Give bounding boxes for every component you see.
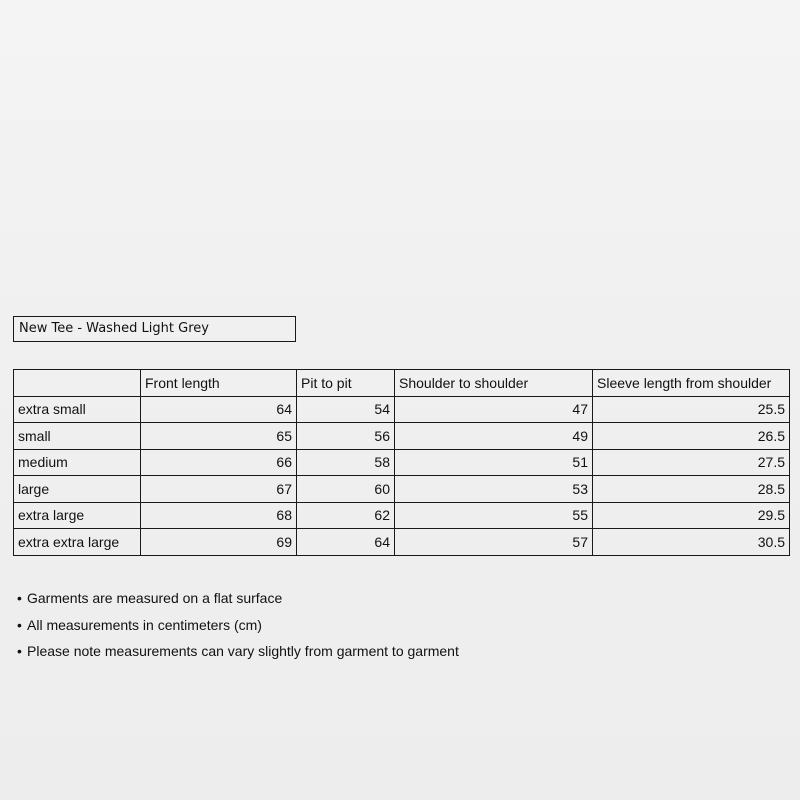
- bullet-icon: •: [17, 643, 22, 659]
- table-row: [14, 476, 790, 503]
- list-item: [17, 615, 459, 642]
- pit-to-pit-value: 56: [297, 423, 395, 450]
- table-row: [14, 423, 790, 450]
- note-text: Garments are measured on a flat surface: [27, 590, 283, 606]
- list-item: [17, 641, 459, 668]
- table-row: [14, 502, 790, 529]
- table-row: [14, 396, 790, 423]
- table-row: [14, 529, 790, 556]
- shoulder-to-shoulder-value: 55: [395, 502, 593, 529]
- note-text: Please note measurements can vary slightly from garment to garment: [27, 643, 459, 659]
- header-front-length: Front length: [141, 370, 297, 397]
- front-length-value: 69: [141, 529, 297, 556]
- sleeve-length-value: 27.5: [593, 449, 790, 476]
- header-shoulder-to-shoulder: Shoulder to shoulder: [395, 370, 593, 397]
- front-length-value: 65: [141, 423, 297, 450]
- list-item: [17, 588, 459, 615]
- shoulder-to-shoulder-value: 47: [395, 396, 593, 423]
- front-length-value: 64: [141, 396, 297, 423]
- size-label: medium: [14, 449, 141, 476]
- shoulder-to-shoulder-value: 53: [395, 476, 593, 503]
- sleeve-length-value: 30.5: [593, 529, 790, 556]
- measurement-notes: [17, 588, 459, 668]
- pit-to-pit-value: 62: [297, 502, 395, 529]
- bullet-icon: •: [17, 590, 22, 606]
- sleeve-length-value: 26.5: [593, 423, 790, 450]
- sleeve-length-value: 28.5: [593, 476, 790, 503]
- size-label: extra extra large: [14, 529, 141, 556]
- size-label: large: [14, 476, 141, 503]
- pit-to-pit-value: 58: [297, 449, 395, 476]
- front-length-value: 67: [141, 476, 297, 503]
- header-size: [14, 370, 141, 397]
- shoulder-to-shoulder-value: 51: [395, 449, 593, 476]
- sleeve-length-value: 25.5: [593, 396, 790, 423]
- sleeve-length-value: 29.5: [593, 502, 790, 529]
- product-title: New Tee - Washed Light Grey: [13, 316, 296, 342]
- bullet-icon: •: [17, 616, 22, 633]
- shoulder-to-shoulder-value: 49: [395, 423, 593, 450]
- size-table: [13, 369, 790, 556]
- header-pit-to-pit: Pit to pit: [297, 370, 395, 397]
- pit-to-pit-value: 60: [297, 476, 395, 503]
- header-sleeve-length: Sleeve length from shoulder: [593, 370, 790, 397]
- pit-to-pit-value: 54: [297, 396, 395, 423]
- shoulder-to-shoulder-value: 57: [395, 529, 593, 556]
- table-header-row: [14, 370, 790, 397]
- note-text: All measurements in centimeters (cm): [27, 616, 262, 633]
- table-row: [14, 449, 790, 476]
- pit-to-pit-value: 64: [297, 529, 395, 556]
- size-label: extra large: [14, 502, 141, 529]
- size-label: extra small: [14, 396, 141, 423]
- front-length-value: 66: [141, 449, 297, 476]
- size-label: small: [14, 423, 141, 450]
- front-length-value: 68: [141, 502, 297, 529]
